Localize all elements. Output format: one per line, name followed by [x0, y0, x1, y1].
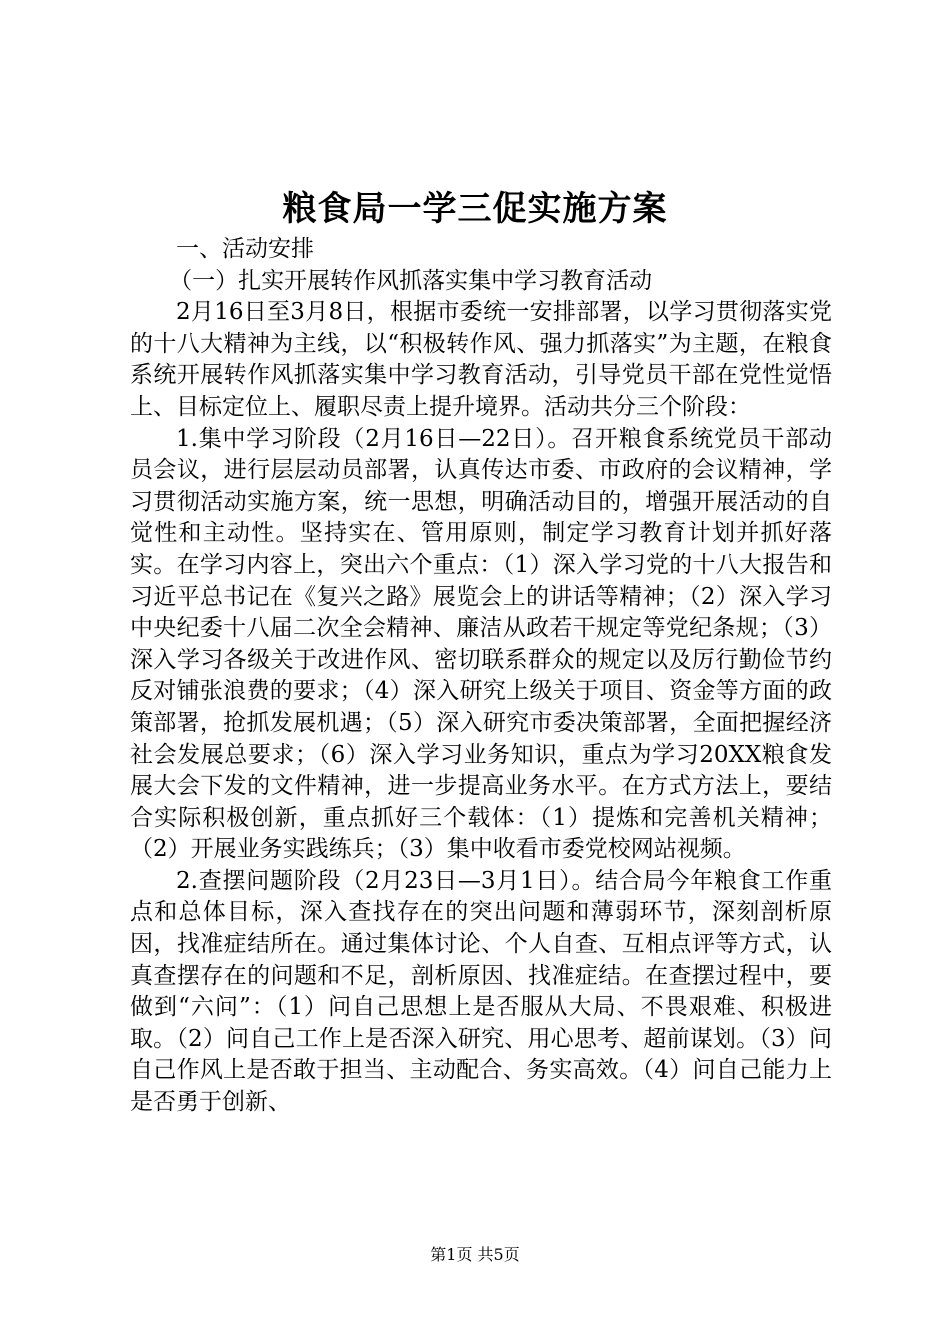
- section-heading: 一、活动安排: [176, 236, 314, 262]
- body-paragraph: 2.查摆问题阶段（2月23日—3月1日）。结合局今年粮食工作重点和总体目标，深入查找存在的突出问题和薄弱环节，深刻剖析原因，找准症结所在。通过集体讨论、个人自查、互相点评等方式，认真查摆存在的问题和不足，剖析原因、找准症结。在查摆过程中，要做到“六问”：（1）问自己思想上是否服从大局、不畏艰难、积极进取。（2）问自己工作上是否深入研究、用心思考、超前谋划。（3）问自己作风上是否敢于担当、主动配合、务实高效。（4）问自己能力上是否勇于创新、: [130, 867, 832, 1116]
- body-paragraph: 1.集中学习阶段（2月16日—22日）。召开粮食系统党员干部动员会议，进行层层动员部署，认真传达市委、市政府的会议精神，学习贯彻活动实施方案，统一思想，明确活动目的，增强开展活动的自觉性和主动性。坚持实在、管用原则，制定学习教育计划并抓好落实。在学习内容上，突出六个重点：（1）深入学习党的十八大报告和习近平总书记在《复兴之路》展览会上的讲话等精神；（2）深入学习中央纪委十八届二次全会精神、廉洁从政若干规定等党纪条规；（3）深入学习各级关于改进作风、密切联系群众的规定以及厉行勤俭节约反对铺张浪费的要求；（4）深入研究上级关于项目、资金等方面的政策部署，抢抓发展机遇；（5）深入研究市委决策部署，全面把握经济社会发展总要求；（6）深入学习业务知识，重点为学习20XX粮食发展大会下发的文件精神，进一步提高业务水平。在方式方法上，要结合实际积极创新，重点抓好三个载体：（1）提炼和完善机关精神；（2）开展业务实践练兵；（3）集中收看市委党校网站视频。: [130, 425, 832, 863]
- document-body: [130, 234, 832, 1119]
- document-title: 粮食局一学三促实施方案: [282, 189, 668, 229]
- page-number: 第1页 共5页: [430, 1245, 520, 1264]
- subsection-heading: （一）扎实开展转作风抓落实集中学习教育活动: [169, 267, 653, 294]
- body-paragraph: 2月16日至3月8日，根据市委统一安排部署，以学习贯彻落实党的十八大精神为主线，以“积极转作风、强力抓落实”为主题，在粮食系统开展转作风抓落实集中学习教育活动，引导党员干部在党性觉悟上、目标定位上、履职尽责上提升境界。活动共分三个阶段：: [130, 299, 832, 420]
